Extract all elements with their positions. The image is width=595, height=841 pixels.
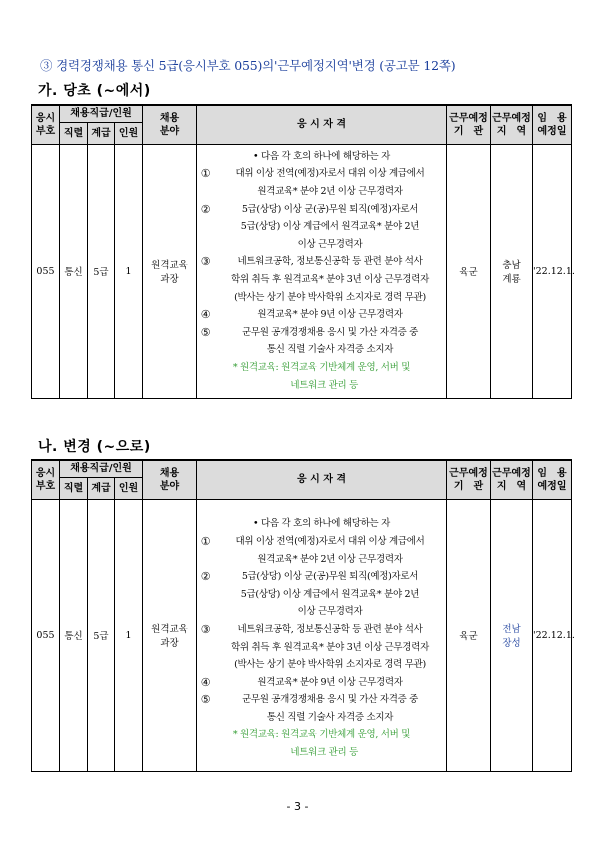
page-number: - 3 - xyxy=(286,800,309,813)
cell-qualification xyxy=(197,499,447,771)
cell-area-changed: 전남 장성 xyxy=(491,499,533,771)
qual-item-4: ④ 원격교육* 분야 9년 이상 근무경력자 xyxy=(200,675,403,689)
cell-date: '22.12.1. xyxy=(533,144,572,398)
qual-item-2: ② 5급(상당) 이상 군(공)무원 퇴직(예정)자로서 5급(상당) 이상 계급에서 원격교육* 분야 2년 이상 근무경력자 xyxy=(200,202,420,250)
qual-item-5: ⑤ 군무원 공개경쟁채용 응시 및 가산 자격증 중 통신 직렬 기술사 자격증 소지자 xyxy=(200,693,419,723)
qual-intro: • 다음 각 호의 하나에 해당하는 자 xyxy=(252,518,391,530)
qual-item-2: ② 5급(상당) 이상 군(공)무원 퇴직(예정)자로서 5급(상당) 이상 계급에서 원격교육* 분야 2년 이상 근무경력자 xyxy=(200,570,420,618)
cell-qualification xyxy=(197,144,447,398)
cell-field: 원격교육 과장 xyxy=(143,499,197,771)
qual-note: * 원격교육: 원격교육 기반체계 운영, 서버 및 네트워크 관리 등 xyxy=(232,361,411,391)
qual-item-5: ⑤ 군무원 공개경쟁채용 응시 및 가산 자격증 중 통신 직렬 기술사 자격증 소지자 xyxy=(200,325,419,356)
header-org: 근무예정 기 관 xyxy=(447,105,491,144)
cell-area-original: 충남 계룡 xyxy=(491,144,533,398)
qual-item-1: ① 대위 이상 전역(예정)자로서 대위 이상 계급에서 원격교육* 분야 2년 이상 근무경력자 xyxy=(200,167,425,198)
qual-item-3: ③ 네트워크공학, 정보통신공학 등 관련 분야 석사 학위 취득 후 원격교육* 분야 3년 이상 근무경력자 (박사는 상기 분야 박사학위 소지자로 경력 무관) xyxy=(200,622,429,671)
cell-code: 055 xyxy=(32,499,60,771)
header-date: 임 용 예정일 xyxy=(533,105,572,144)
qual-intro: • 다음 각 호의 하나에 해당하는 자 xyxy=(252,150,391,162)
cell-count: 1 xyxy=(115,499,143,771)
cell-count: 1 xyxy=(115,144,143,398)
header-area: 근무예정 지 역 xyxy=(491,460,533,499)
cell-org: 육군 xyxy=(447,144,491,398)
header-qualification: 응 시 자 격 xyxy=(197,460,447,499)
cell-code: 055 xyxy=(32,144,60,398)
changed-table xyxy=(31,459,575,772)
header-field: 채용 분야 xyxy=(143,460,197,499)
header-recruit-group: 채용직급/인원 xyxy=(60,105,143,122)
header-count: 인원 xyxy=(115,477,143,499)
header-code: 응시 부호 xyxy=(32,105,60,144)
cell-grade: 5급 xyxy=(88,144,115,398)
header-count: 인원 xyxy=(115,122,143,144)
header-field: 채용 분야 xyxy=(143,105,197,144)
notice-title: ③ 경력경쟁채용 통신 5급(응시부호 055)의'근무예정지역'변경 (공고문 12쪽) xyxy=(40,58,456,73)
cell-job: 통신 xyxy=(60,144,88,398)
cell-job: 통신 xyxy=(60,499,88,771)
section-heading-original: 가. 당초 (~에서) xyxy=(38,83,151,99)
cell-grade: 5급 xyxy=(88,499,115,771)
header-job: 직렬 xyxy=(60,477,88,499)
header-org: 근무예정 기 관 xyxy=(447,460,491,499)
section-heading-changed: 나. 변경 (~으로) xyxy=(38,439,151,455)
header-grade: 계급 xyxy=(88,122,115,144)
header-job: 직렬 xyxy=(60,122,88,144)
cell-org: 육군 xyxy=(447,499,491,771)
header-qualification: 응 시 자 격 xyxy=(197,105,447,144)
header-grade: 계급 xyxy=(88,477,115,499)
qual-item-4: ④ 원격교육* 분야 9년 이상 근무경력자 xyxy=(200,308,403,322)
cell-field: 원격교육 과장 xyxy=(143,144,197,398)
cell-date: '22.12.1. xyxy=(533,499,572,771)
header-date: 임 용 예정일 xyxy=(533,460,572,499)
qual-item-1: ① 대위 이상 전역(예정)자로서 대위 이상 계급에서 원격교육* 분야 2년 이상 근무경력자 xyxy=(200,534,425,565)
table-row xyxy=(32,499,572,771)
header-area: 근무예정 지 역 xyxy=(491,105,533,144)
qual-note: * 원격교육: 원격교육 기반체계 운영, 서버 및 네트워크 관리 등 xyxy=(232,729,411,759)
original-table xyxy=(31,104,575,399)
header-code: 응시 부호 xyxy=(32,460,60,499)
qual-item-3: ③ 네트워크공학, 정보통신공학 등 관련 분야 석사 학위 취득 후 원격교육* 분야 3년 이상 근무경력자 (박사는 상기 분야 박사학위 소지자로 경력 무관) xyxy=(200,255,429,303)
header-recruit-group: 채용직급/인원 xyxy=(60,460,143,477)
table-row xyxy=(32,144,572,398)
